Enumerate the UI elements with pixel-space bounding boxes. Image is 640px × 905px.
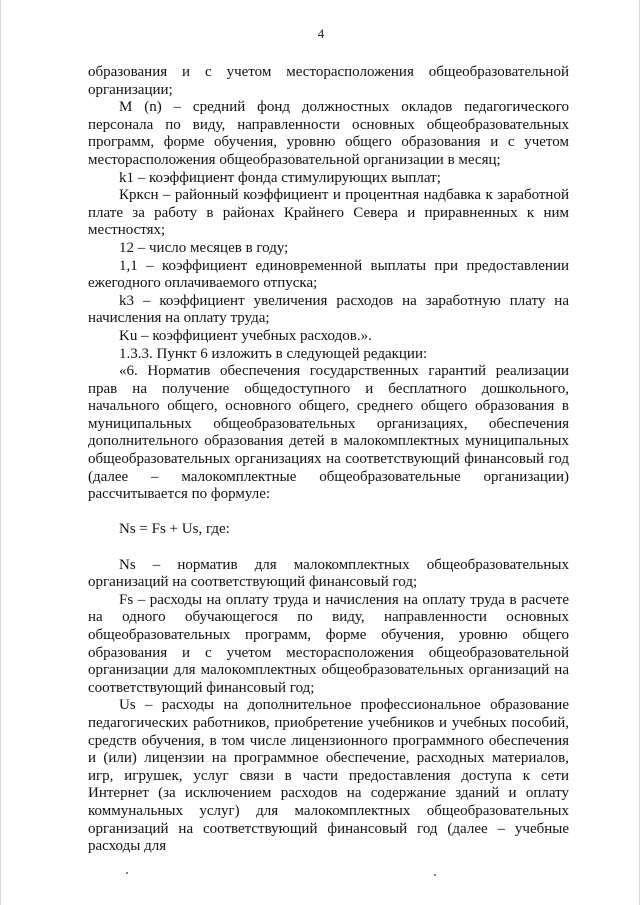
paragraph: Ns – норматив для малокомплектных общеобразовательных организаций на соответствующий финансовый год; — [88, 556, 569, 591]
paragraph: 1.3.3. Пункт 6 изложить в следующей редакции: — [119, 345, 428, 362]
paragraph: Ku – коэффициент учебных расходов.». — [119, 327, 372, 344]
scan-speck — [126, 872, 128, 874]
document-body — [88, 64, 569, 856]
paragraph: k3 – коэффициент увеличения расходов на заработную плату на начисления на оплату труда; — [88, 292, 569, 327]
paragraph: 1,1 – коэффициент единовременной выплаты при предоставлении ежегодного оплачиваемого отпуска; — [88, 257, 569, 292]
page-number: 4 — [317, 26, 325, 41]
paragraph: М (n) – средний фонд должностных окладов педагогического персонала по виду, направленности основных общеобразовательных программ, форме обучения, уровню общего образования и с учетом месторасположения общеобразовательной организации в месяц; — [88, 99, 569, 168]
paragraph: 12 – число месяцев в году; — [119, 239, 289, 256]
paragraph: Fs – расходы на оплату труда и начисления на оплату труда в расчете на одного обучающегося по виду, направленности основных общеобразовательных программ, форме обучения, уровню общего образования и с учетом месторасположения общеобразовательной организации для малокомплектных общеобразовательных организаций на соответствующий финансовый год; — [88, 591, 569, 696]
paragraph: «6. Норматив обеспечения государственных гарантий реализации прав на получение общедоступного и бесплатного дошкольного, начального общего, основного общего, среднего общего образования в муниципальных общеобразовательных организациях, обеспечения дополнительного образования детей в малокомплектных муниципальных общеобразовательных организациях на соответствующий финансовый год (далее – малокомплектные общеобразовательные организации) рассчитывается по формуле: — [88, 363, 569, 503]
paragraph: образования и с учетом месторасположения общеобразовательной организации; — [88, 64, 569, 98]
paragraph: Us – расходы на дополнительное профессиональное образование педагогических работников, приобретение учебников и учебных пособий, средств обучения, в том числе лицензионного программного обеспечения и (или) лицензии на программное обеспечение, расходных материалов, игр, игрушек, услуг связи в части предоставления доступа к сети Интернет (за исключением расходов на содержание зданий и оплату коммунальных услуг) для малокомплектных общеобразовательных организаций на соответствующий финансовый год (далее – учебные расходы для — [88, 697, 569, 855]
formula-line: Ns = Fs + Us, где: — [119, 521, 230, 538]
scan-speck — [434, 874, 436, 876]
paragraph: k1 – коэффициент фонда стимулирующих выплат; — [119, 169, 441, 186]
paragraph: Кркcн – районный коэффициент и процентная надбавка к заработной плате за работу в районах Крайнего Севера и приравненных к ним местностях; — [88, 187, 569, 239]
